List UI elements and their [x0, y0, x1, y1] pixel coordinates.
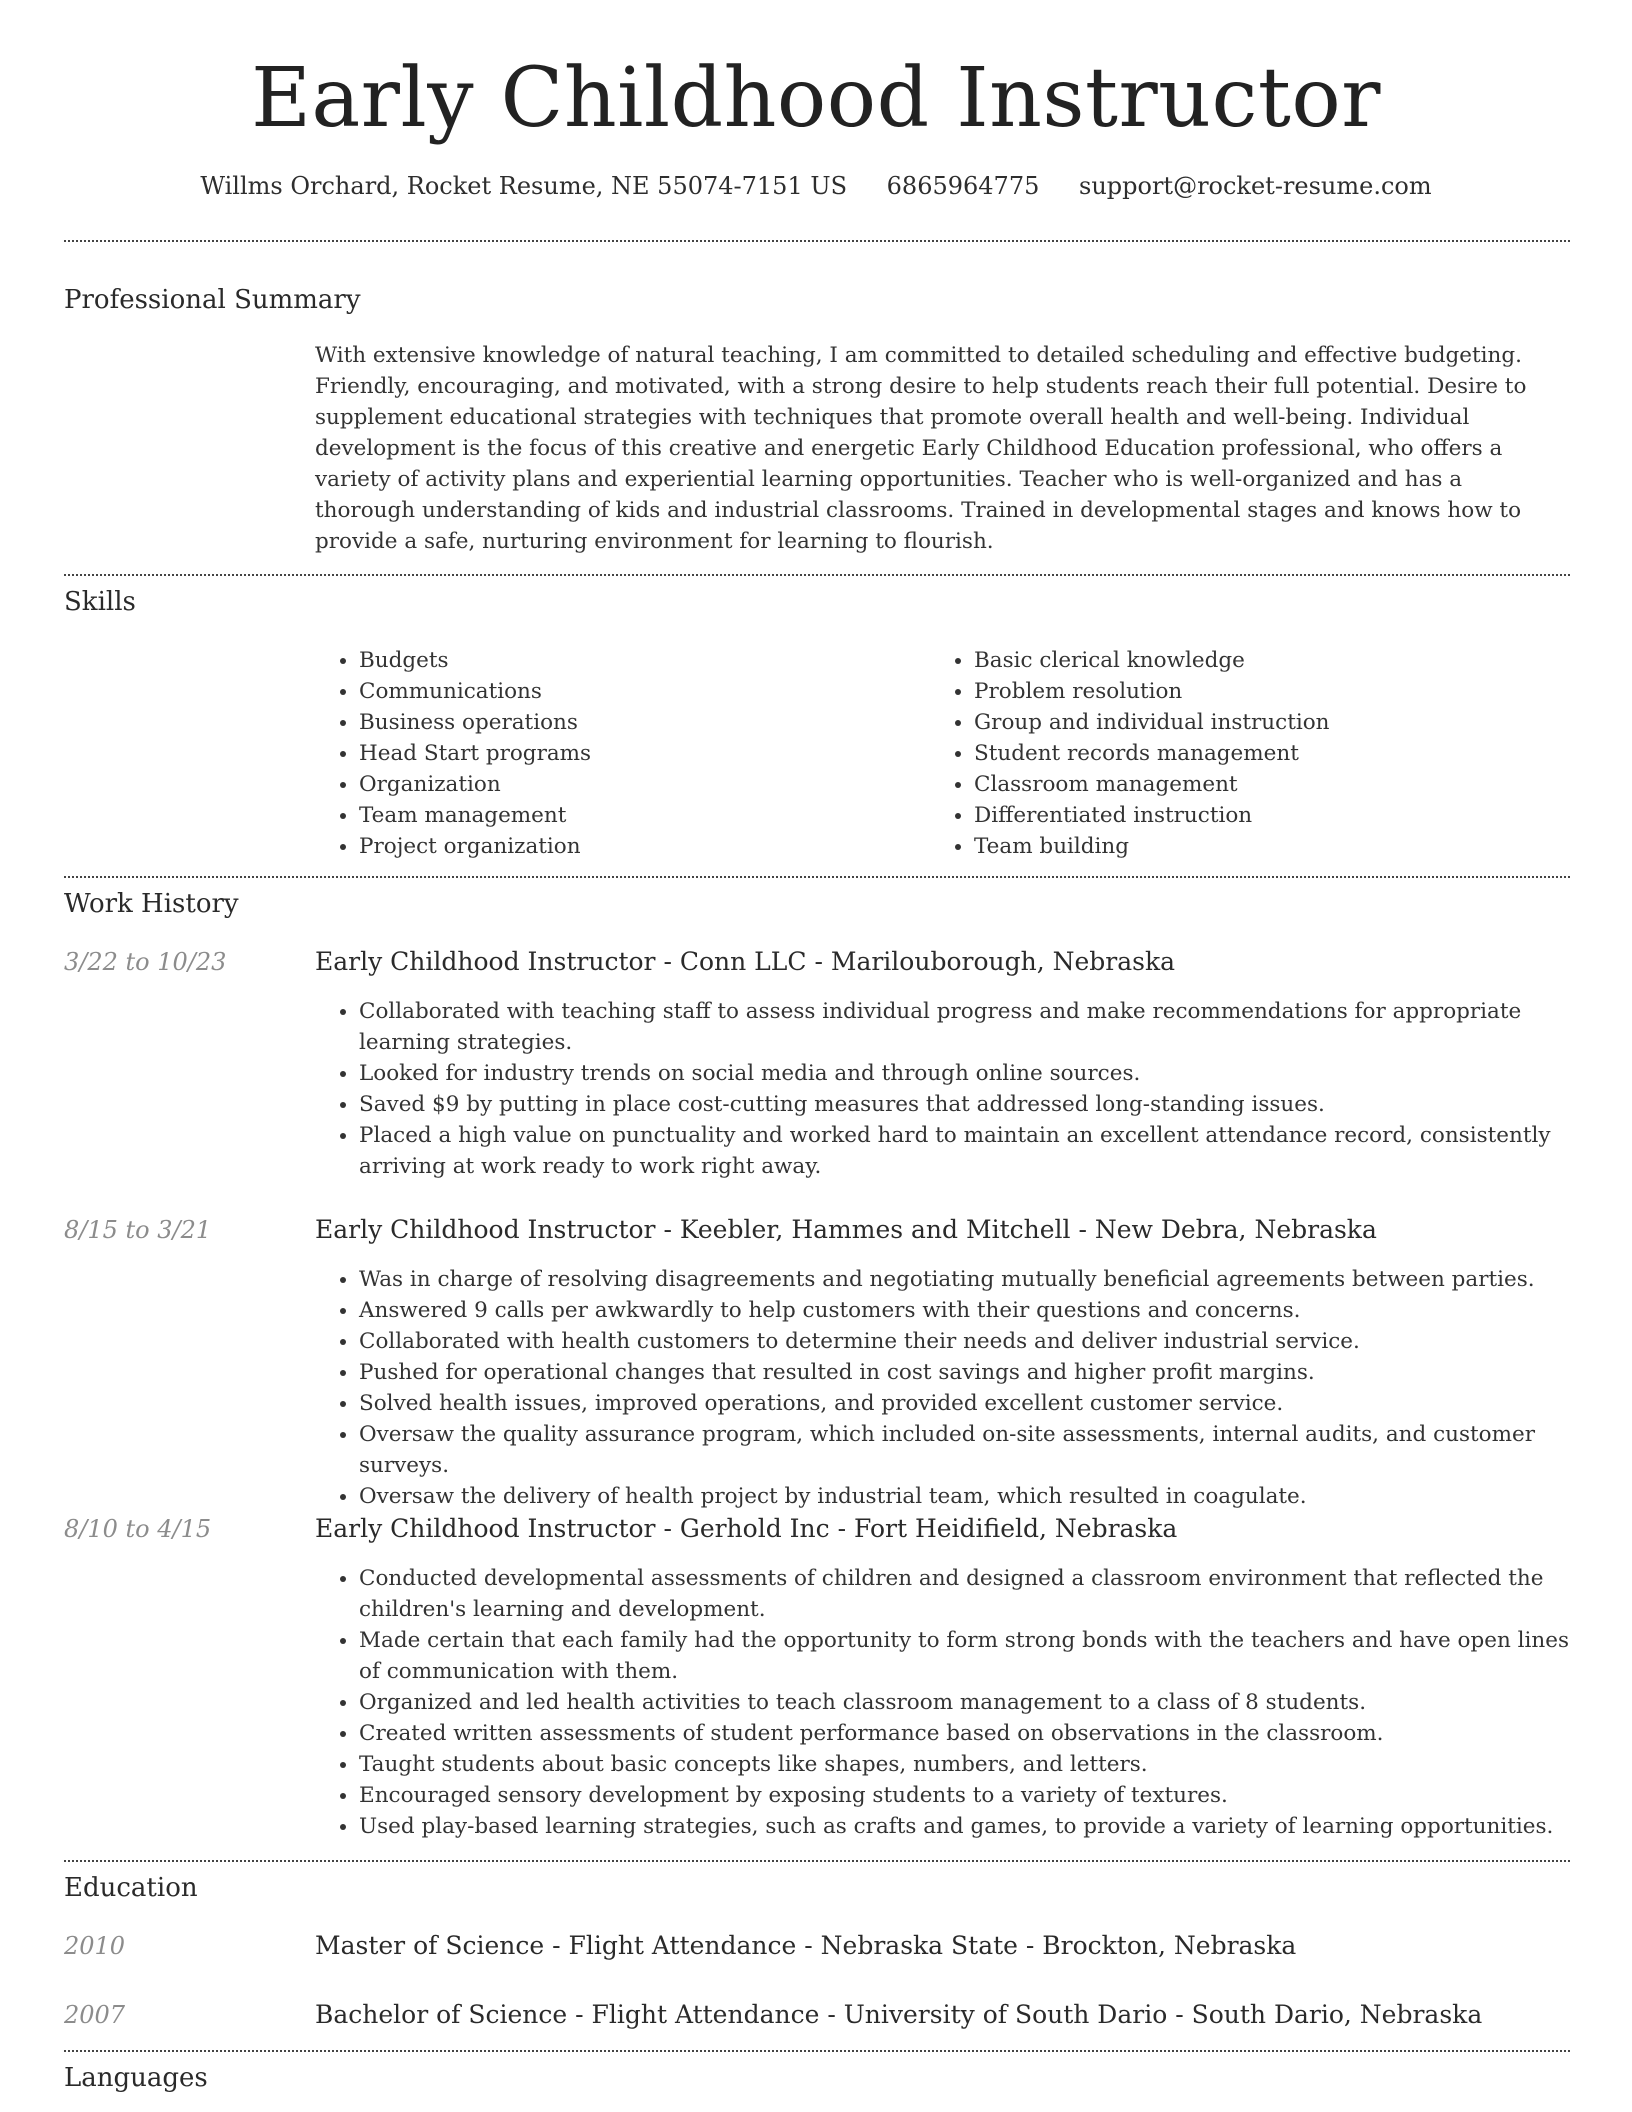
skill-item: • Student records management: [974, 738, 1570, 769]
job-bullet: • Solved health issues, improved operations, and provided excellent customer service.: [359, 1388, 1570, 1419]
skills-column-right: [930, 645, 1570, 862]
section-divider: [64, 574, 1570, 576]
summary-heading: Professional Summary: [64, 285, 361, 315]
skill-item: • Organization: [359, 769, 915, 800]
contact-phone: 6865964775: [886, 172, 1040, 200]
languages-heading: Languages: [64, 2063, 208, 2093]
job-bullet: • Organized and led health activities to teach classroom management to a class of 8 students.: [359, 1687, 1570, 1718]
education-degree: Master of Science - Flight Attendance - Nebraska State - Brockton, Nebraska: [315, 1931, 1297, 1960]
job-bullets: [315, 996, 1570, 1182]
job-bullet: • Taught students about basic concepts like shapes, numbers, and letters.: [359, 1749, 1570, 1780]
skill-item: • Budgets: [359, 645, 915, 676]
job-dates: 3/22 to 10/23: [64, 948, 227, 976]
work-heading: Work History: [64, 889, 239, 919]
skill-item: • Team building: [974, 831, 1570, 862]
job-title: Early Childhood Instructor - Keebler, Hammes and Mitchell - New Debra, Nebraska: [315, 1215, 1377, 1244]
job-bullet: • Created written assessments of student performance based on observations in the classroom.: [359, 1718, 1570, 1749]
job-bullet: • Saved $9 by putting in place cost-cutting measures that addressed long-standing issues.: [359, 1089, 1570, 1120]
contact-line: [0, 168, 1632, 204]
resume-name: Early Childhood Instructor: [251, 51, 1381, 146]
job-bullet: • Placed a high value on punctuality and worked hard to maintain an excellent attendance record, consistently arriving at work ready to work right away.: [359, 1120, 1570, 1182]
skills-column-left: [315, 645, 915, 862]
skill-item: • Differentiated instruction: [974, 800, 1570, 831]
contact-email: support@rocket-resume.com: [1079, 172, 1432, 200]
skill-item: • Basic clerical knowledge: [974, 645, 1570, 676]
skill-item: • Communications: [359, 676, 915, 707]
education-year: 2007: [64, 2001, 126, 2029]
job-bullet: • Encouraged sensory development by exposing students to a variety of textures.: [359, 1780, 1570, 1811]
job-title: Early Childhood Instructor - Conn LLC - Marilouborough, Nebraska: [315, 947, 1176, 976]
skill-item: • Problem resolution: [974, 676, 1570, 707]
job-bullet: • Collaborated with teaching staff to assess individual progress and make recommendations for appropriate learning strategies.: [359, 996, 1570, 1058]
education-year: 2010: [64, 1932, 126, 1960]
job-bullets: [315, 1563, 1570, 1842]
job-bullet: • Conducted developmental assessments of children and designed a classroom environment that reflected the children's learning and development.: [359, 1563, 1570, 1625]
section-divider: [64, 1860, 1570, 1862]
job-bullets: [315, 1264, 1570, 1512]
job-dates: 8/15 to 3/21: [64, 1216, 212, 1244]
education-heading: Education: [64, 1873, 198, 1903]
education-degree: Bachelor of Science - Flight Attendance - University of South Dario - South Dario, Nebraska: [315, 2000, 1483, 2029]
skill-item: • Team management: [359, 800, 915, 831]
job-bullet: • Looked for industry trends on social media and through online sources.: [359, 1058, 1570, 1089]
skill-item: • Project organization: [359, 831, 915, 862]
section-divider: [64, 240, 1570, 242]
job-bullet: • Collaborated with health customers to determine their needs and deliver industrial service.: [359, 1326, 1570, 1357]
job-bullet: • Used play-based learning strategies, such as crafts and games, to provide a variety of learning opportunities.: [359, 1811, 1570, 1842]
job-bullet: • Oversaw the quality assurance program, which included on-site assessments, internal audits, and customer surveys.: [359, 1419, 1570, 1481]
job-bullet: • Was in charge of resolving disagreements and negotiating mutually beneficial agreements between parties.: [359, 1264, 1570, 1295]
summary-text: With extensive knowledge of natural teaching, I am committed to detailed scheduling and effective budgeting. Friendly, encouraging, and motivated, with a strong desire to help students reach their full potential. Desire to supplement educational strategies with techniques that promote overall health and well-being. Individual development is the focus of this creative and energetic Early Childhood Education professional, who offers a variety of activity plans and experiential learning opportunities. Teacher who is well-organized and has a thorough understanding of kids and industrial classrooms. Trained in developmental stages and knows how to provide a safe, nurturing environment for learning to flourish.: [315, 343, 1527, 554]
section-divider: [64, 876, 1570, 878]
skill-item: • Head Start programs: [359, 738, 915, 769]
job-bullet: • Made certain that each family had the opportunity to form strong bonds with the teachers and have open lines of communication with them.: [359, 1625, 1570, 1687]
section-divider: [64, 2050, 1570, 2052]
skill-item: • Group and individual instruction: [974, 707, 1570, 738]
job-bullet: • Answered 9 calls per awkwardly to help customers with their questions and concerns.: [359, 1295, 1570, 1326]
skills-heading: Skills: [64, 587, 136, 617]
job-title: Early Childhood Instructor - Gerhold Inc - Fort Heidifield, Nebraska: [315, 1514, 1178, 1543]
contact-address: Willms Orchard, Rocket Resume, NE 55074-7151 US: [200, 172, 848, 200]
skill-item: • Classroom management: [974, 769, 1570, 800]
job-bullet: • Oversaw the delivery of health project by industrial team, which resulted in coagulate.: [359, 1481, 1570, 1512]
skill-item: • Business operations: [359, 707, 915, 738]
job-bullet: • Pushed for operational changes that resulted in cost savings and higher profit margins.: [359, 1357, 1570, 1388]
job-dates: 8/10 to 4/15: [64, 1515, 212, 1543]
